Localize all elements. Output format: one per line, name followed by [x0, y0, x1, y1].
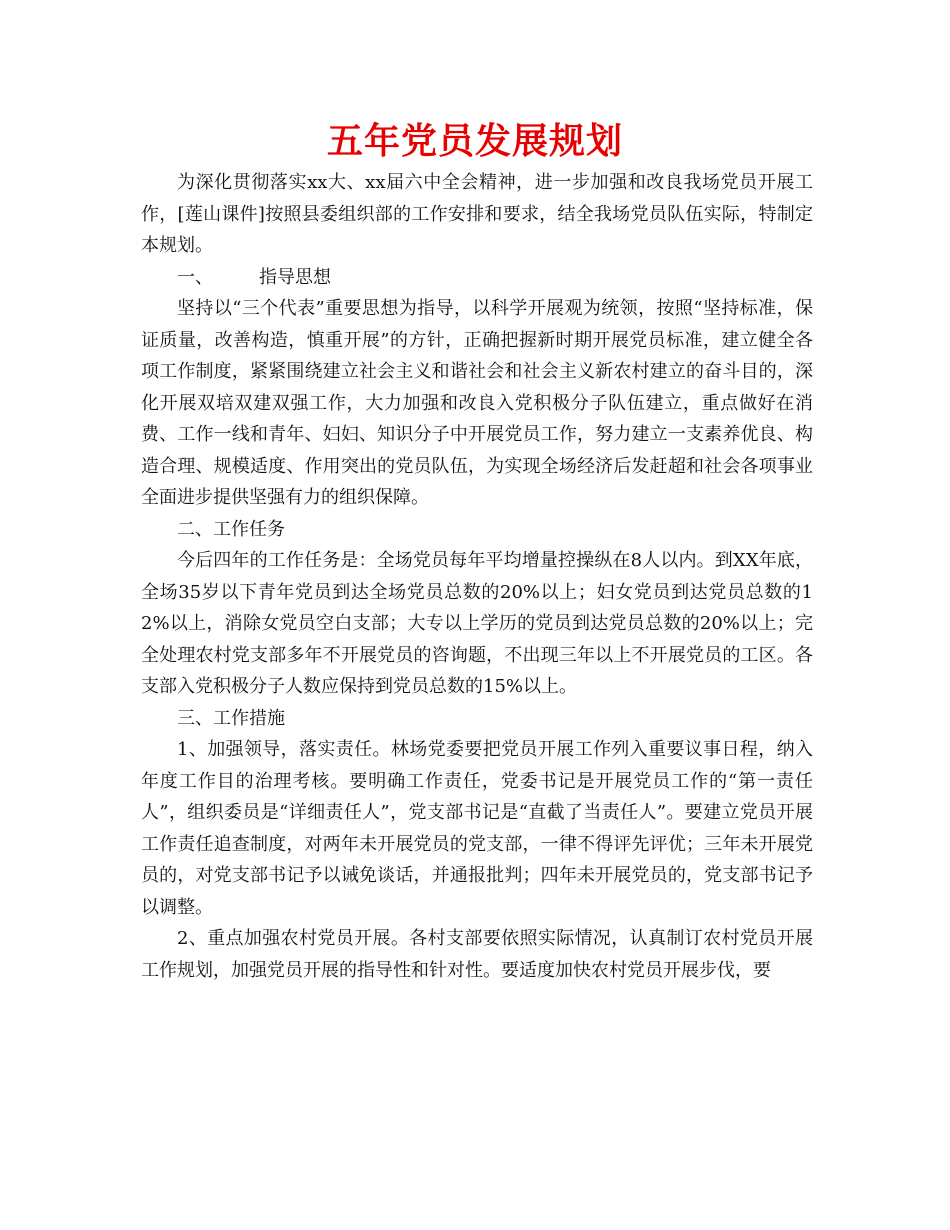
tasks-paragraph: 今后四年的工作任务是：全场党员每年平均增量控操纵在8人以内。到XX年底，全场35岁以下青年党员到达全场党员总数的20%以上；妇女党员到达党员总数的12%以上，消除女党员空白支部；大专以上学历的党员到达党员总数的20%以上；完全处理农村党支部多年不开展党员的咨询题，不出现三年以上不开展党员的工区。各支部入党积极分子人数应保持到党员总数的15%以上。	[141, 550, 813, 697]
section-heading-measures: 三、工作措施	[177, 707, 285, 729]
intro-paragraph: 为深化贯彻落实xx大、xx届六中全会精神，进一步加强和改良我场党员开展工作，[莲山课件]按照县委组织部的工作安排和要求，结全我场党员队伍实际，特制定本规划。	[141, 172, 813, 256]
section-heading-text: 指导思想	[259, 266, 331, 288]
section-heading-guiding-thought	[141, 262, 813, 294]
section-heading-tasks: 二、工作任务	[177, 518, 285, 540]
document-title: 五年党员发展规划	[326, 121, 623, 162]
measure-item-1: 1、加强领导，落实责任。林场党委要把党员开展工作列入重要议事日程，纳入年度工作目的治理考核。要明确工作责任，党委书记是开展党员工作的“第一责任人”，组织委员是“详细责任人”，党支部书记是“直截了当责任人”。要建立党员开展工作责任追查制度，对两年未开展党员的党支部，一律不得评先评优；三年未开展党员的，对党支部书记予以诫免谈话，并通报批判；四年未开展党员的，党支部书记予以调整。	[141, 739, 813, 918]
guiding-thought-paragraph: 坚持以“三个代表”重要思想为指导，以科学开展观为统领，按照“坚持标准，保证质量，改善构造，慎重开展”的方针，正确把握新时期开展党员标准，建立健全各项工作制度，紧紧围绕建立社会主义和谐社会和社会主义新农村建立的奋斗目的，深化开展双培双建双强工作，大力加强和改良入党积极分子队伍建立，重点做好在消费、工作一线和青年、妇妇、知识分子中开展党员工作，努力建立一支素养优良、构造合理、规模适度、作用突出的党员队伍，为实现全场经济后发赶超和社会各项事业全面进步提供坚强有力的组织保障。	[141, 298, 813, 508]
document-body	[141, 167, 813, 986]
section-number: 一、	[177, 266, 213, 288]
measure-item-2: 2、重点加强农村党员开展。各村支部要依照实际情况，认真制订农村党员开展工作规划，加强党员开展的指导性和针对性。要适度加快农村党员开展步伐，要	[141, 928, 813, 981]
